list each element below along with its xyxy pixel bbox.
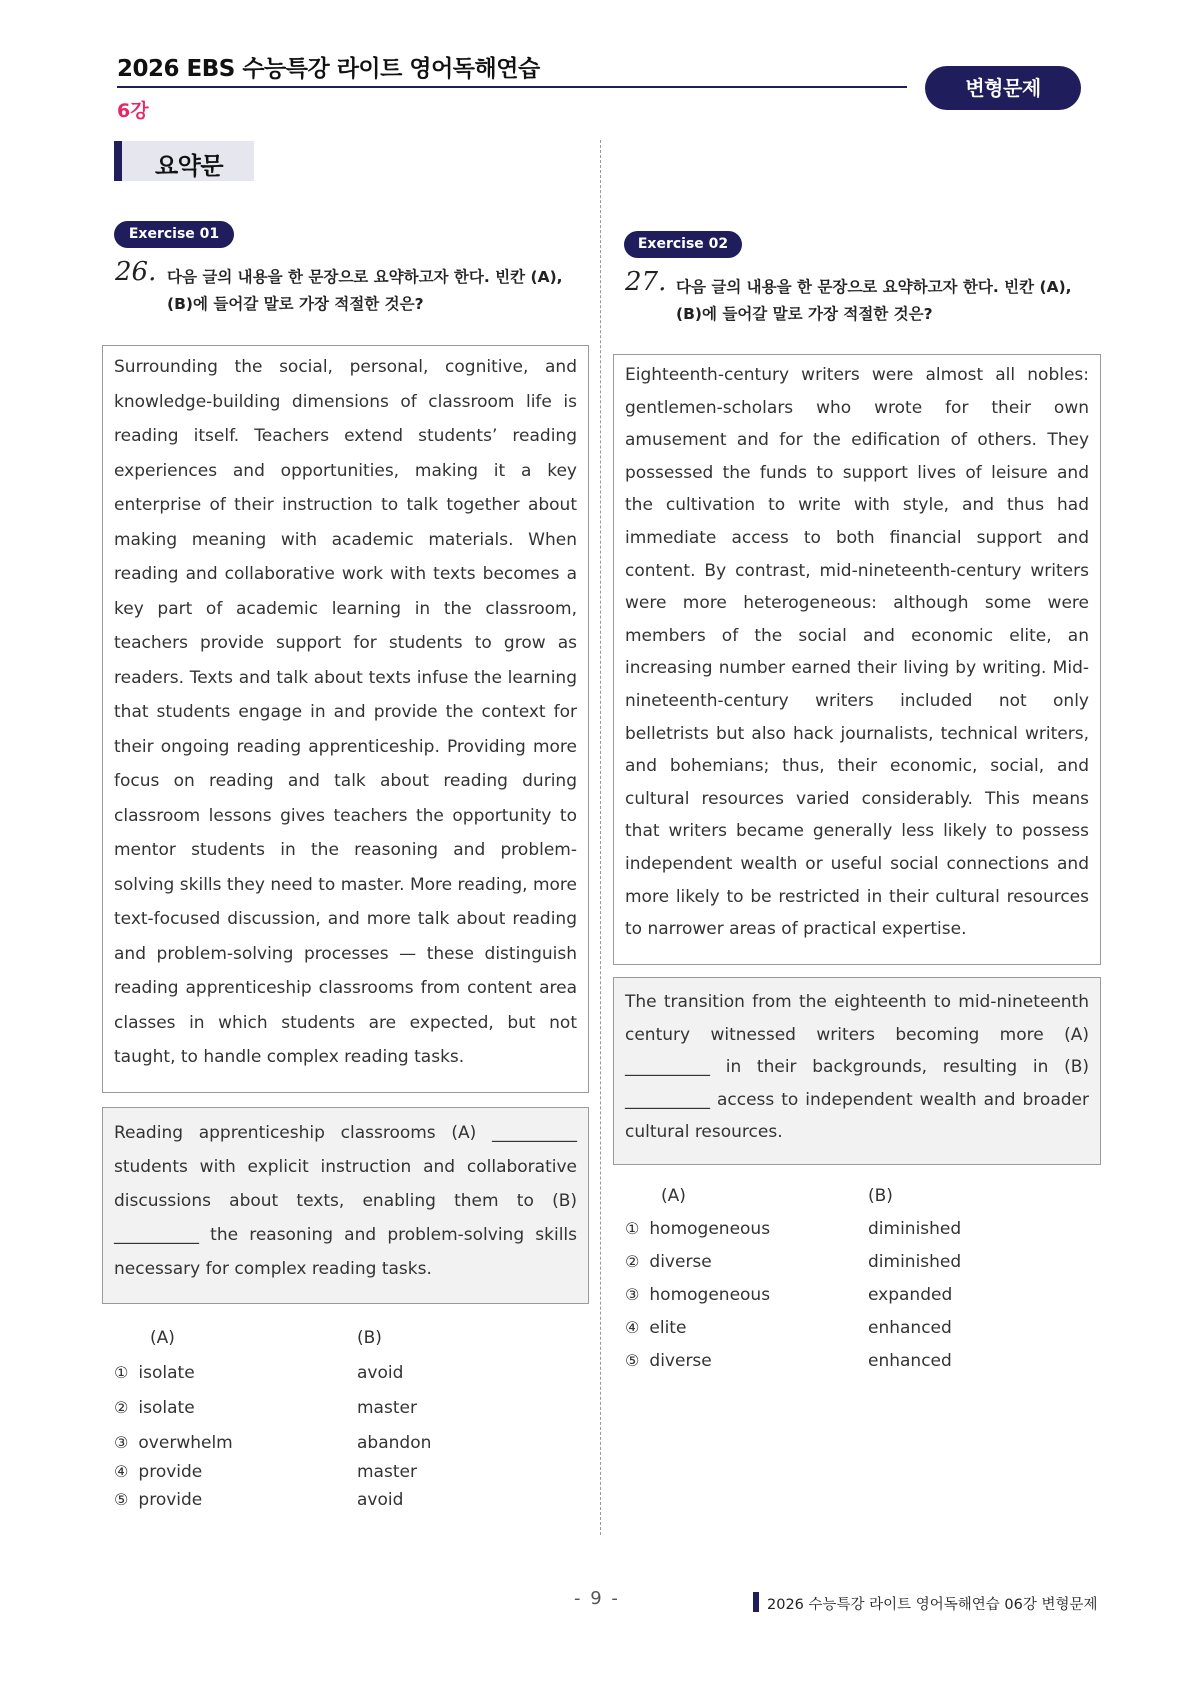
option-27-4[interactable]: ④ elite	[625, 1318, 687, 1338]
blank-a: __________	[625, 1057, 710, 1078]
option-26-2[interactable]: ② isolate	[114, 1398, 195, 1418]
options-27-header-b: (B)	[868, 1186, 893, 1206]
question-27-line-2: (B)에 들어갈 말로 가장 적절한 것은?	[676, 305, 933, 323]
option-26-3[interactable]: ③ overwhelm	[114, 1433, 233, 1453]
summary-26	[102, 1107, 589, 1304]
summary-27	[613, 977, 1101, 1165]
document-title: 2026 EBS 수능특강 라이트 영어독해연습	[117, 56, 540, 82]
page-number: - 9 -	[574, 1588, 620, 1609]
option-26-4[interactable]: ④ provide	[114, 1462, 203, 1482]
options-26-header-a: (A)	[150, 1328, 175, 1348]
option-27-5[interactable]: ⑤ diverse	[625, 1351, 712, 1371]
column-divider	[600, 140, 601, 1535]
option-26-2-b: master	[357, 1398, 417, 1418]
question-26-line-2: (B)에 들어갈 말로 가장 적절한 것은?	[167, 295, 424, 313]
option-26-5[interactable]: ⑤ provide	[114, 1490, 203, 1510]
question-27-number: 27.	[625, 267, 667, 297]
options-26-header-b: (B)	[357, 1328, 382, 1348]
option-27-1-b: diminished	[868, 1219, 962, 1239]
option-26-1-b: avoid	[357, 1363, 404, 1383]
passage-26-text: Surrounding the social, personal, cognitive, and knowledge-building dimensions of classroom life is reading itself. Teachers extend students’ reading experiences and opportunities, making it a key enterprise of their instruction to talk together about making meaning with academic materials. When reading and collaborative work with texts becomes a key part of academic learning in the classroom, teachers provide support for students to grow as readers. Texts and talk about texts infuse the learning that students engage in and provide the context for their ongoing reading apprenticeship. Providing more focus on reading and talk about reading during classroom lessons gives teachers the opportunity to mentor students in the reasoning and problem-solving skills they need to master. More reading, more text-focused discussion, and more talk about reading and problem-solving processes — these distinguish reading apprenticeship classrooms from content area classes in which students are expected, but not taught, to handle complex reading tasks.	[114, 357, 577, 1067]
passage-26	[102, 345, 589, 1093]
footer-title: 2026 수능특강 라이트 영어독해연습 06강 변형문제	[767, 1597, 1098, 1613]
header-divider	[117, 86, 907, 88]
option-26-4-b: master	[357, 1462, 417, 1482]
option-27-2-b: diminished	[868, 1252, 962, 1272]
blank-b: __________	[114, 1225, 199, 1245]
category-badge: 변형문제	[925, 66, 1081, 110]
section-heading-bar	[114, 141, 122, 181]
question-26-line-1: 다음 글의 내용을 한 문장으로 요약하고자 한다. 빈칸 (A),	[167, 268, 563, 286]
option-27-5-b: enhanced	[868, 1351, 952, 1371]
option-27-3-b: expanded	[868, 1285, 953, 1305]
summary-26-text: Reading apprenticeship classrooms (A) __________ students with explicit instruction and collaborative discussions about texts, enabling them to (B) __________ the reasoning and problem-solving skills necessary for complex reading tasks.	[114, 1123, 577, 1279]
exercise-2-badge: Exercise 02	[624, 231, 742, 258]
blank-b: __________	[625, 1089, 710, 1110]
footer-accent-bar	[753, 1592, 759, 1612]
option-26-1[interactable]: ① isolate	[114, 1363, 195, 1383]
passage-27	[613, 354, 1101, 965]
option-27-3[interactable]: ③ homogeneous	[625, 1285, 771, 1305]
option-26-3-b: abandon	[357, 1433, 432, 1453]
summary-27-text: The transition from the eighteenth to mid-nineteenth century witnessed writers becoming more (A) __________ in their backgrounds, resulting in (B) __________ access to independent wealth and broader cultural resources.	[625, 992, 1089, 1143]
options-27-header-a: (A)	[661, 1186, 686, 1206]
question-26-number: 26.	[115, 257, 157, 287]
option-26-5-b: avoid	[357, 1490, 404, 1510]
section-title: 요약문	[155, 152, 224, 180]
passage-27-text: Eighteenth-century writers were almost all nobles: gentlemen-scholars who wrote for their own amusement and for the edification of others. They possessed the funds to support lives of leisure and the cultivation to write with style, and thus had immediate access to both financial support and content. By contrast, mid-nineteenth-century writers were more heterogeneous: although some were members of the social and economic elite, an increasing number earned their living by writing. Mid-nineteenth-century writers included not only belletrists but also hack journalists, technical writers, and bohemians; thus, their economic, social, and cultural resources varied considerably. This means that writers became generally less likely to possess independent wealth or useful social connections and more likely to be restricted in their cultural resources to narrower areas of practical expertise.	[625, 365, 1089, 940]
blank-a: __________	[492, 1123, 577, 1143]
lesson-label: 6강	[117, 100, 149, 122]
option-27-1[interactable]: ① homogeneous	[625, 1219, 771, 1239]
option-27-4-b: enhanced	[868, 1318, 952, 1338]
question-27-line-1: 다음 글의 내용을 한 문장으로 요약하고자 한다. 빈칸 (A),	[676, 278, 1072, 296]
option-27-2[interactable]: ② diverse	[625, 1252, 712, 1272]
exercise-1-badge: Exercise 01	[114, 221, 234, 248]
